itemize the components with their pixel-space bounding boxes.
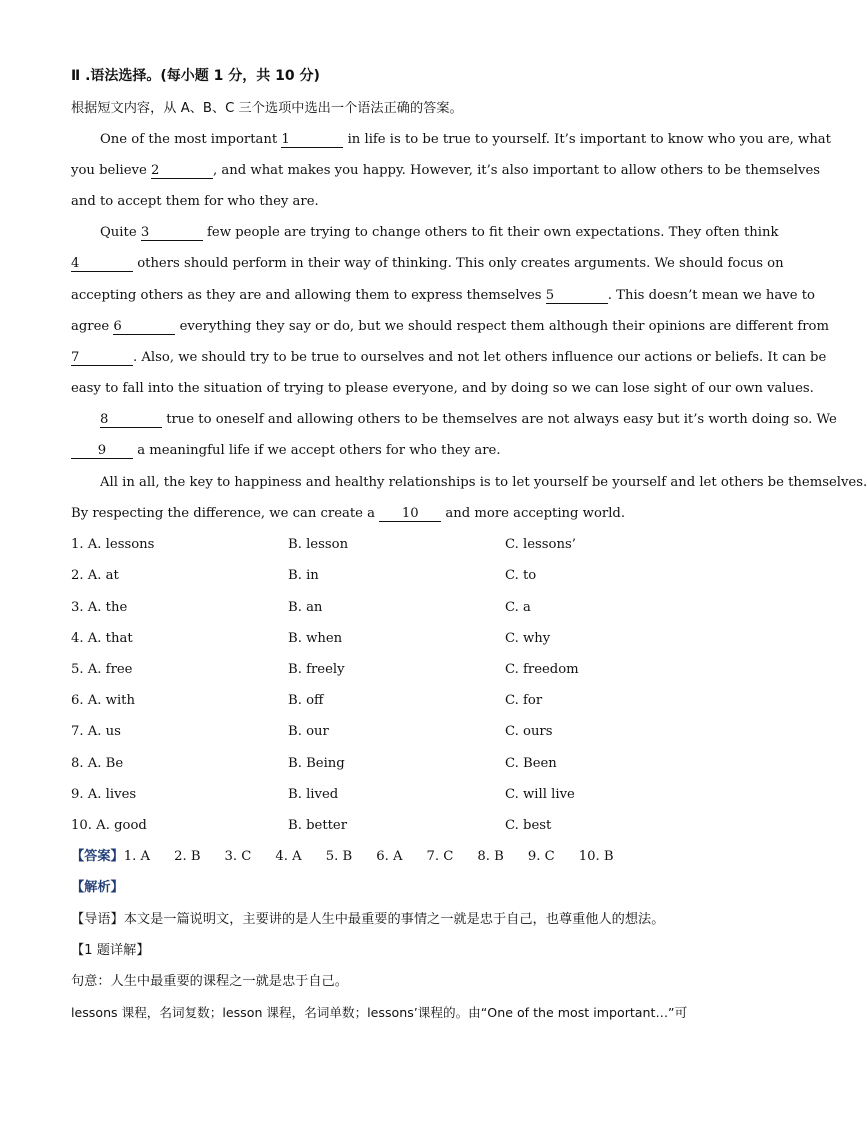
passage-line-13: By respecting the difference, we can create a 10 and more accepting world. [71, 506, 626, 521]
blank-4[interactable]: 4 [71, 256, 133, 272]
detail-heading: 【1 题详解】 [71, 943, 150, 958]
answer-label: 【答案】 [71, 849, 124, 864]
option-6-b[interactable]: B. off [288, 693, 324, 708]
option-6-a[interactable]: 6. A. with [71, 693, 135, 708]
option-4-b[interactable]: B. when [288, 631, 343, 646]
option-5-a[interactable]: 5. A. free [71, 662, 133, 677]
answer-10: 10. B [578, 849, 614, 864]
option-8-c[interactable]: C. Been [505, 756, 557, 771]
answer-2: 2. B [174, 849, 201, 864]
option-2-c[interactable]: C. to [505, 568, 537, 583]
option-3-a[interactable]: 3. A. the [71, 600, 128, 615]
answer-1: 1. A [123, 849, 151, 864]
answer-6: 6. A [376, 849, 403, 864]
blank-3[interactable]: 3 [141, 225, 203, 241]
passage-line-12: All in all, the key to happiness and healthy relationships is to let yourself be yourself and let others be themselves. [100, 475, 867, 490]
passage-line-2: you believe 2 , and what makes you happy. However, it’s also important to allow others to be themselves [71, 163, 821, 178]
option-6-c[interactable]: C. for [505, 693, 543, 708]
option-7-a[interactable]: 7. A. us [71, 724, 121, 739]
answer-5: 5. B [325, 849, 353, 864]
option-10-a[interactable]: 10. A. good [71, 818, 147, 833]
passage-line-9: easy to fall into the situation of trying to please everyone, and by doing so we can lose sight of our own values. [71, 381, 814, 396]
answer-3: 3. C [224, 849, 252, 864]
option-1-b[interactable]: B. lesson [288, 537, 349, 552]
option-8-a[interactable]: 8. A. Be [71, 756, 124, 771]
option-5-c[interactable]: C. freedom [505, 662, 579, 677]
guide-label: 【导语】 [71, 912, 124, 927]
option-4-c[interactable]: C. why [505, 631, 551, 646]
option-2-a[interactable]: 2. A. at [71, 568, 119, 583]
blank-7[interactable]: 7 [71, 350, 133, 366]
instruction: 根据短文内容，从 A、B、C 三个选项中选出一个语法正确的答案。 [71, 101, 463, 116]
detail-explanation: lessons 课程，名词复数；lesson 课程，名词单数；lessons’课程的。由“One of the most important…”可 [71, 1005, 688, 1020]
guide-text: 本文是一篇说明文，主要讲的是人生中最重要的事情之一就是忠于自己，也尊重他人的想法。 [123, 912, 665, 927]
option-2-b[interactable]: B. in [288, 568, 319, 583]
passage-line-4: Quite 3 few people are trying to change others to fit their own expectations. They often think [100, 225, 779, 240]
passage-line-8: 7 . Also, we should try to be true to ourselves and not let others influence our actions or beliefs. It can be [71, 350, 827, 365]
answer-7: 7. C [426, 849, 454, 864]
blank-9[interactable]: 9 [71, 443, 133, 459]
option-9-b[interactable]: B. lived [288, 787, 339, 802]
analysis-heading [71, 879, 723, 897]
blank-2[interactable]: 2 [151, 163, 213, 179]
answer-line [71, 848, 723, 866]
option-3-c[interactable]: C. a [505, 600, 531, 615]
option-8-b[interactable]: B. Being [288, 756, 345, 771]
passage-line-6: accepting others as they are and allowing them to express themselves 5 . This doesn’t mean we have to [71, 288, 815, 303]
analysis-label: 【解析】 [71, 880, 124, 895]
passage-line-11: 9 a meaningful life if we accept others for who they are. [71, 442, 723, 460]
detail-sentence: 句意：人生中最重要的课程之一就是忠于自己。 [71, 974, 348, 989]
option-5-b[interactable]: B. freely [288, 662, 345, 677]
blank-10[interactable]: 10 [379, 506, 441, 522]
option-4-a[interactable]: 4. A. that [71, 631, 133, 646]
passage-line-7: agree 6 everything they say or do, but we should respect them although their opinions are different from [71, 319, 829, 334]
section-title: Ⅱ .语法选择。(每小题 1 分，共 10 分) [71, 68, 320, 84]
answer-8: 8. B [477, 849, 504, 864]
option-7-c[interactable]: C. ours [505, 724, 553, 739]
option-1-c[interactable]: C. lessons’ [505, 537, 576, 552]
passage-line-1: One of the most important 1 in life is to be true to yourself. It’s important to know who you are, what [100, 132, 831, 147]
passage-line-5: 4 others should perform in their way of thinking. This only creates arguments. We should focus on [71, 256, 784, 271]
passage-line-10: 8 true to oneself and allowing others to be themselves are not always easy but it’s worth doing so. We [100, 412, 837, 427]
blank-6[interactable]: 6 [113, 319, 175, 335]
option-9-c[interactable]: C. will live [505, 787, 575, 802]
passage-line-3: and to accept them for who they are. [71, 194, 319, 209]
option-10-b[interactable]: B. better [288, 818, 348, 833]
answer-9: 9. C [527, 849, 555, 864]
option-1-a[interactable]: 1. A. lessons [71, 537, 155, 552]
option-9-a[interactable]: 9. A. lives [71, 787, 137, 802]
blank-1[interactable]: 1 [281, 132, 343, 148]
guide-line [71, 911, 723, 929]
option-10-c[interactable]: C. best [505, 818, 552, 833]
option-3-b[interactable]: B. an [288, 600, 323, 615]
blank-5[interactable]: 5 [546, 288, 608, 304]
option-7-b[interactable]: B. our [288, 724, 329, 739]
blank-8[interactable]: 8 [100, 412, 162, 428]
answer-4: 4. A [275, 849, 302, 864]
